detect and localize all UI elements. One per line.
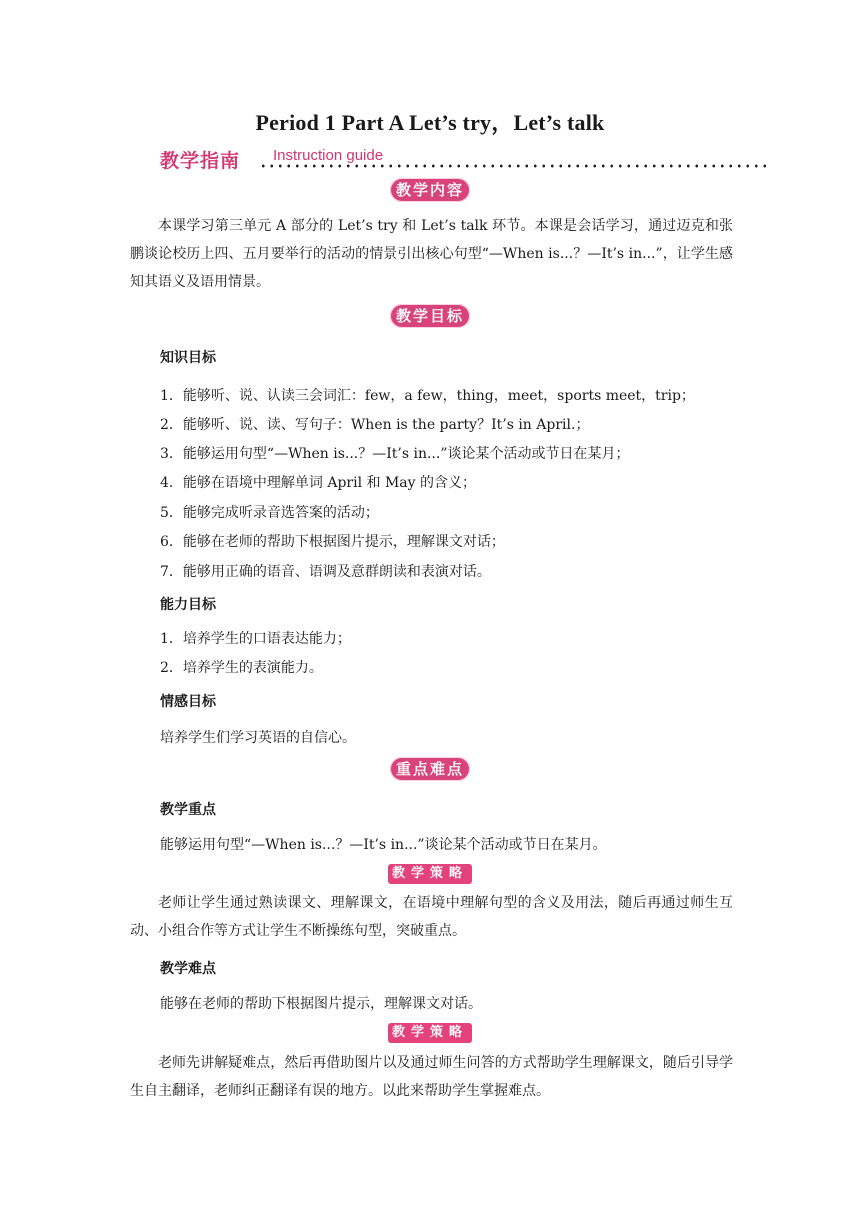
badge-label: 教学策略 [388, 864, 472, 884]
badge-strategy-2 [0, 1021, 860, 1043]
badge-label: 教学策略 [388, 1023, 472, 1043]
instruction-guide-header [160, 146, 770, 174]
emotion-goals-heading: 情感目标 [160, 694, 216, 710]
strategy-paragraph-2: 老师先讲解疑难点，然后再借助图片以及通过师生问答的方式帮助学生理解课文，随后引导学生自主翻译，老师纠正翻译有误的地方。以此来帮助学生掌握难点。 [130, 1055, 733, 1099]
difficulty-heading: 教学难点 [160, 961, 216, 977]
ability-goals-heading: 能力目标 [160, 597, 216, 613]
list-item: 2．培养学生的表演能力。 [160, 660, 323, 676]
badge-teaching-goals [0, 304, 860, 330]
badge-label: 教学目标 [390, 304, 470, 328]
knowledge-goals-heading: 知识目标 [160, 350, 216, 366]
list-item: 1．能够听、说、认读三会词汇：few，a few，thing，meet，sports meet，trip； [160, 388, 695, 404]
page-title: Period 1 Part A Let’s try，Let’s talk [255, 110, 605, 135]
list-item: 4．能够在语境中理解单词 April 和 May 的含义； [160, 475, 477, 491]
guide-title-cn: 教学指南 [160, 150, 241, 172]
badge-strategy-1 [0, 862, 860, 884]
difficulty-text: 能够在老师的帮助下根据图片提示，理解课文对话。 [160, 996, 482, 1012]
focus-text: 能够运用句型“—When is...？—It’s in...”谈论某个活动或节日在某月。 [160, 837, 607, 853]
list-item: 3．能够运用句型“—When is...？—It’s in...”谈论某个活动或节日在某月； [160, 446, 630, 462]
focus-heading: 教学重点 [160, 802, 216, 818]
list-item: 7．能够用正确的语音、语调及意群朗读和表演对话。 [160, 564, 491, 580]
content-paragraph: 本课学习第三单元 A 部分的 Let’s try 和 Let’s talk 环节。本课是会话学习，通过迈克和张鹏谈论校历上四、五月要举行的活动的情景引出核心句型“—When is...？—It’s in...”，让学生感知其语义及语用情景。 [130, 218, 733, 290]
badge-key-difficult [0, 757, 860, 783]
badge-teaching-content [0, 178, 860, 204]
list-item: 6．能够在老师的帮助下根据图片提示，理解课文对话； [160, 534, 505, 550]
badge-label: 教学内容 [390, 178, 470, 202]
list-item: 5．能够完成听录音选答案的活动； [160, 505, 379, 521]
list-item: 2．能够听、说、读、写句子：When is the party？It’s in April.； [160, 417, 590, 433]
dotted-divider [259, 164, 771, 168]
guide-title-en: Instruction guide [273, 147, 384, 164]
list-item: 1．培养学生的口语表达能力； [160, 631, 351, 647]
strategy-paragraph-1: 老师让学生通过熟读课文、理解课文，在语境中理解句型的含义及用法，随后再通过师生互动、小组合作等方式让学生不断操练句型，突破重点。 [130, 895, 733, 939]
emotion-text: 培养学生们学习英语的自信心。 [160, 730, 356, 746]
badge-label: 重点难点 [390, 757, 470, 781]
